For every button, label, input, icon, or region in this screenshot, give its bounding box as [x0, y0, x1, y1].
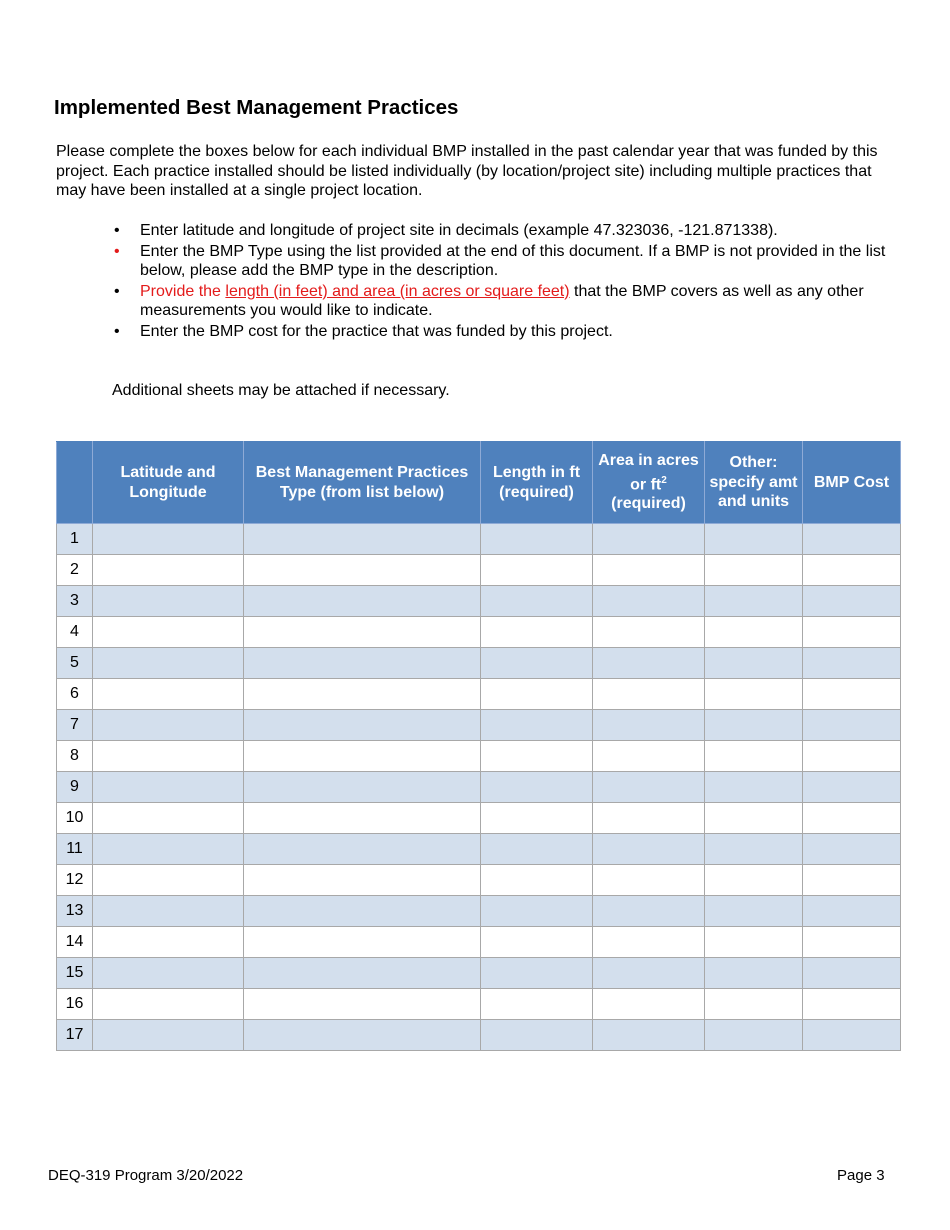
instruction-text: that the BMP covers as well as any other measurements you would like to indicate. — [140, 282, 864, 319]
bullet-icon: • — [114, 282, 120, 300]
lat-long-cell[interactable] — [93, 927, 244, 958]
lat-long-cell[interactable] — [93, 772, 244, 803]
length-cell[interactable] — [481, 772, 593, 803]
other-cell[interactable] — [705, 958, 803, 989]
other-cell[interactable] — [705, 555, 803, 586]
table-header-row — [57, 442, 901, 524]
bmp-type-cell[interactable] — [244, 524, 481, 555]
bmp-type-cell[interactable] — [244, 679, 481, 710]
cost-cell[interactable] — [803, 524, 901, 555]
cost-cell[interactable] — [803, 958, 901, 989]
additional-sheets-note: Additional sheets may be attached if necessary. — [112, 382, 450, 399]
lat-long-cell[interactable] — [93, 555, 244, 586]
cost-cell[interactable] — [803, 679, 901, 710]
instruction-text: Enter the BMP cost for the practice that was funded by this project. — [140, 322, 613, 340]
bullet-icon: • — [114, 222, 120, 239]
other-cell[interactable] — [705, 741, 803, 772]
other-cell[interactable] — [705, 586, 803, 617]
header-area — [593, 442, 705, 524]
cost-cell[interactable] — [803, 617, 901, 648]
bmp-type-cell[interactable] — [244, 710, 481, 741]
instruction-item — [112, 221, 892, 241]
bullet-icon: • — [114, 242, 120, 260]
instruction-item — [112, 322, 892, 342]
row-number: 11 — [57, 834, 93, 865]
instruction-text-red: Provide the — [140, 282, 226, 300]
row-number: 7 — [57, 710, 93, 741]
page-title: Implemented Best Management Practices — [54, 96, 459, 119]
instruction-item — [112, 242, 892, 281]
table-row — [57, 710, 901, 741]
cost-cell[interactable] — [803, 989, 901, 1020]
area-cell[interactable] — [593, 803, 705, 834]
footer-form-id: DEQ-319 Program 3/20/2022 — [48, 1167, 244, 1184]
table-row — [57, 679, 901, 710]
header-other: Other: specify amt and units — [705, 442, 803, 524]
lat-long-cell[interactable] — [93, 586, 244, 617]
table-row — [57, 803, 901, 834]
length-cell[interactable] — [481, 927, 593, 958]
row-number: 4 — [57, 617, 93, 648]
length-cell[interactable] — [481, 958, 593, 989]
other-cell[interactable] — [705, 834, 803, 865]
lat-long-cell[interactable] — [93, 1020, 244, 1051]
bullet-icon: • — [114, 322, 120, 340]
cost-cell[interactable] — [803, 803, 901, 834]
other-cell[interactable] — [705, 803, 803, 834]
length-cell[interactable] — [481, 989, 593, 1020]
bmp-type-cell[interactable] — [244, 648, 481, 679]
row-number: 16 — [57, 989, 93, 1020]
table-body — [57, 524, 901, 1051]
other-cell[interactable] — [705, 679, 803, 710]
cost-cell[interactable] — [803, 927, 901, 958]
area-cell[interactable] — [593, 989, 705, 1020]
other-cell[interactable] — [705, 524, 803, 555]
cost-cell[interactable] — [803, 772, 901, 803]
table-row — [57, 989, 901, 1020]
table-row — [57, 865, 901, 896]
instruction-text: Enter the BMP Type using the list provided at the end of this document. If a BMP is not provided in the list below, please add the BMP type in the description. — [140, 242, 886, 279]
lat-long-cell[interactable] — [93, 617, 244, 648]
lat-long-cell[interactable] — [93, 648, 244, 679]
length-cell[interactable] — [481, 803, 593, 834]
length-cell[interactable] — [481, 741, 593, 772]
area-cell[interactable] — [593, 648, 705, 679]
table-row — [57, 896, 901, 927]
length-cell[interactable] — [481, 648, 593, 679]
other-cell[interactable] — [705, 710, 803, 741]
length-cell[interactable] — [481, 617, 593, 648]
header-cost: BMP Cost — [803, 442, 901, 524]
instruction-text-underlined: length (in feet) and area (in acres or square feet) — [225, 282, 570, 300]
lat-long-cell[interactable] — [93, 989, 244, 1020]
area-cell[interactable] — [593, 586, 705, 617]
row-number: 9 — [57, 772, 93, 803]
row-number: 10 — [57, 803, 93, 834]
bmp-type-cell[interactable] — [244, 958, 481, 989]
length-cell[interactable] — [481, 555, 593, 586]
other-cell[interactable] — [705, 896, 803, 927]
bmp-type-cell[interactable] — [244, 555, 481, 586]
lat-long-cell[interactable] — [93, 958, 244, 989]
area-cell[interactable] — [593, 927, 705, 958]
length-cell[interactable] — [481, 524, 593, 555]
header-row-number — [57, 442, 93, 524]
other-cell[interactable] — [705, 648, 803, 679]
row-number: 8 — [57, 741, 93, 772]
table-row — [57, 555, 901, 586]
lat-long-cell[interactable] — [93, 524, 244, 555]
row-number: 1 — [57, 524, 93, 555]
area-cell[interactable] — [593, 865, 705, 896]
other-cell[interactable] — [705, 617, 803, 648]
footer-page-number: Page 3 — [837, 1167, 885, 1184]
intro-paragraph: Please complete the boxes below for each individual BMP installed in the past calendar year that was funded by this project. Each practice installed should be listed individually (by location/project site) including multiple practices that may have been installed at a single project location. — [56, 143, 878, 199]
row-number: 2 — [57, 555, 93, 586]
bmp-type-cell[interactable] — [244, 1020, 481, 1051]
length-cell[interactable] — [481, 1020, 593, 1051]
lat-long-cell[interactable] — [93, 896, 244, 927]
bmp-type-cell[interactable] — [244, 896, 481, 927]
header-length: Length in ft (required) — [481, 442, 593, 524]
other-cell[interactable] — [705, 989, 803, 1020]
length-cell[interactable] — [481, 834, 593, 865]
instruction-text: Enter latitude and longitude of project site in decimals (example 47.323036, -121.871338). — [140, 222, 778, 239]
lat-long-cell[interactable] — [93, 741, 244, 772]
other-cell[interactable] — [705, 772, 803, 803]
bmp-type-cell[interactable] — [244, 741, 481, 772]
cost-cell[interactable] — [803, 710, 901, 741]
area-cell[interactable] — [593, 524, 705, 555]
header-area-required: (required) — [611, 495, 686, 513]
cost-cell[interactable] — [803, 586, 901, 617]
table-row — [57, 1020, 901, 1051]
lat-long-cell[interactable] — [93, 710, 244, 741]
header-lat-long: Latitude and Longitude — [93, 442, 244, 524]
row-number: 15 — [57, 958, 93, 989]
instruction-item — [112, 282, 892, 321]
length-cell[interactable] — [481, 865, 593, 896]
row-number: 13 — [57, 896, 93, 927]
area-cell[interactable] — [593, 679, 705, 710]
instruction-list — [112, 221, 892, 342]
table-row — [57, 958, 901, 989]
lat-long-cell[interactable] — [93, 803, 244, 834]
bmp-type-cell[interactable] — [244, 927, 481, 958]
area-cell[interactable] — [593, 896, 705, 927]
bmp-type-cell[interactable] — [244, 803, 481, 834]
cost-cell[interactable] — [803, 1020, 901, 1051]
row-number: 5 — [57, 648, 93, 679]
table-row — [57, 524, 901, 555]
other-cell[interactable] — [705, 1020, 803, 1051]
lat-long-cell[interactable] — [93, 865, 244, 896]
header-bmp-type: Best Management Practices Type (from list below) — [244, 442, 481, 524]
bmp-type-cell[interactable] — [244, 989, 481, 1020]
table-row — [57, 586, 901, 617]
other-cell[interactable] — [705, 927, 803, 958]
lat-long-cell[interactable] — [93, 834, 244, 865]
cost-cell[interactable] — [803, 741, 901, 772]
row-number: 12 — [57, 865, 93, 896]
area-cell[interactable] — [593, 1020, 705, 1051]
area-cell[interactable] — [593, 834, 705, 865]
row-number: 14 — [57, 927, 93, 958]
table-row — [57, 927, 901, 958]
other-cell[interactable] — [705, 865, 803, 896]
length-cell[interactable] — [481, 679, 593, 710]
table-row — [57, 617, 901, 648]
bmp-type-cell[interactable] — [244, 772, 481, 803]
row-number: 3 — [57, 586, 93, 617]
cost-cell[interactable] — [803, 834, 901, 865]
header-area-superscript: 2 — [661, 474, 667, 486]
length-cell[interactable] — [481, 710, 593, 741]
area-cell[interactable] — [593, 617, 705, 648]
table-row — [57, 834, 901, 865]
area-cell[interactable] — [593, 710, 705, 741]
table-row — [57, 772, 901, 803]
bmp-type-cell[interactable] — [244, 586, 481, 617]
bmp-type-cell[interactable] — [244, 617, 481, 648]
area-cell[interactable] — [593, 958, 705, 989]
cost-cell[interactable] — [803, 865, 901, 896]
bmp-type-cell[interactable] — [244, 865, 481, 896]
bmp-table — [56, 441, 901, 1051]
cost-cell[interactable] — [803, 648, 901, 679]
row-number: 6 — [57, 679, 93, 710]
table-row — [57, 741, 901, 772]
table-row — [57, 648, 901, 679]
cost-cell[interactable] — [803, 555, 901, 586]
row-number: 17 — [57, 1020, 93, 1051]
length-cell[interactable] — [481, 896, 593, 927]
area-cell[interactable] — [593, 555, 705, 586]
lat-long-cell[interactable] — [93, 679, 244, 710]
area-cell[interactable] — [593, 772, 705, 803]
header-area-text: Area in acres or ft — [598, 452, 699, 493]
bmp-type-cell[interactable] — [244, 834, 481, 865]
area-cell[interactable] — [593, 741, 705, 772]
length-cell[interactable] — [481, 586, 593, 617]
cost-cell[interactable] — [803, 896, 901, 927]
